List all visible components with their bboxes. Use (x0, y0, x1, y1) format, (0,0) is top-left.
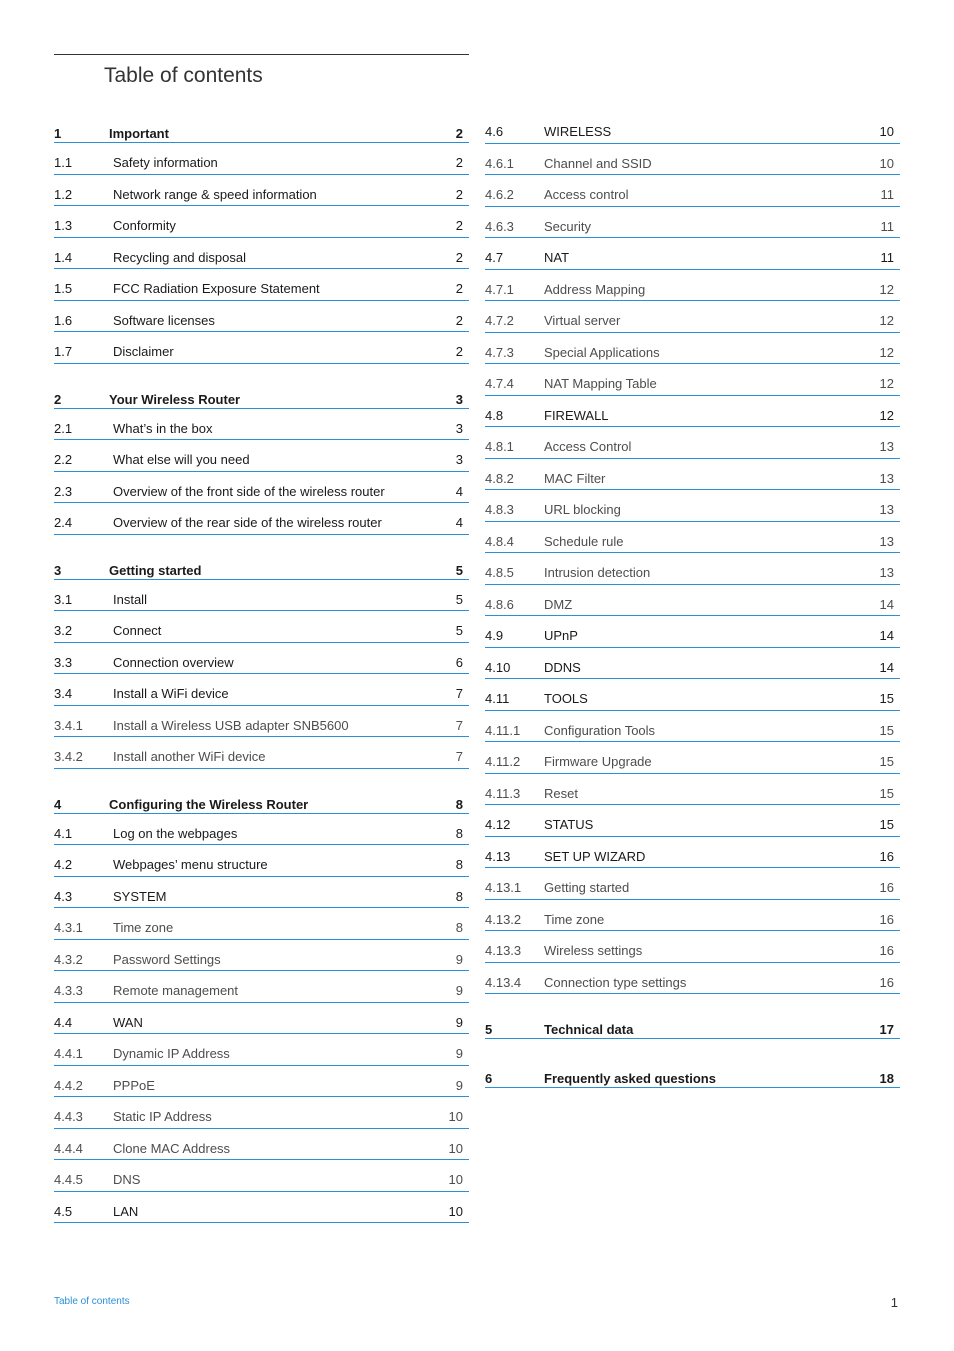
top-rule (54, 54, 469, 55)
toc-entry-label: Channel and SSID (544, 155, 652, 171)
toc-entry-page: 8 (455, 825, 463, 841)
toc-entry-label: Connection overview (113, 654, 234, 670)
toc-entry-page: 2 (455, 312, 463, 328)
toc-entry-page: 14 (879, 596, 894, 612)
toc-entry-number: 4.8.3 (485, 502, 514, 517)
toc-entry-page: 15 (879, 817, 894, 832)
toc-entry[interactable] (54, 301, 469, 333)
toc-entry-number: 3.4.2 (54, 749, 83, 764)
toc-entry-number: 4.8.6 (485, 596, 514, 612)
toc-entry-number: 3.3 (54, 654, 73, 670)
toc-entry[interactable] (485, 931, 900, 963)
toc-entry-page: 16 (879, 974, 894, 990)
toc-entry[interactable] (54, 1066, 469, 1098)
toc-entry-label: Important (109, 126, 169, 141)
toc-entry[interactable] (54, 1003, 469, 1035)
toc-entry-number: 3.2 (54, 623, 73, 638)
toc-entry[interactable] (54, 971, 469, 1003)
toc-entry[interactable] (54, 332, 469, 364)
toc-entry[interactable] (485, 522, 900, 554)
toc-entry-number: 4.12 (485, 817, 511, 832)
toc-entry-label: Conformity (113, 218, 176, 233)
toc-entry-number: 4.7.3 (485, 344, 514, 360)
toc-entry-number: 1.3 (54, 218, 73, 233)
toc-entry[interactable] (485, 144, 900, 176)
toc-entry-number: 4.1 (54, 825, 73, 841)
toc-entry-label: TOOLS (544, 691, 588, 706)
toc-entry-label: NAT Mapping Table (544, 376, 657, 391)
toc-entry-page: 12 (879, 313, 894, 328)
toc-entry-page: 14 (879, 659, 894, 675)
toc-entry[interactable] (485, 679, 900, 711)
toc-entry-label: Safety information (113, 155, 218, 170)
toc-entry-label: STATUS (544, 817, 594, 832)
toc-entry-page: 16 (879, 911, 894, 927)
toc-entry[interactable] (54, 580, 469, 612)
toc-entry-page: 13 (879, 565, 894, 580)
footer-section-label: Table of contents (54, 1296, 130, 1307)
toc-entry-label: Special Applications (544, 344, 660, 360)
toc-entry[interactable] (485, 711, 900, 743)
toc-entry-label: Install another WiFi device (113, 749, 266, 764)
toc-entry-page: 9 (455, 1014, 463, 1030)
toc-entry-label: DMZ (544, 596, 573, 612)
toc-entry-label: Webpages’ menu structure (113, 857, 268, 872)
toc-column-left (54, 112, 469, 1223)
toc-entry-label: Software licenses (113, 312, 215, 328)
toc-entry-number: 4.4.1 (54, 1046, 83, 1061)
toc-entry-label: Install a WiFi device (113, 686, 229, 701)
toc-entry-number: 4.11.1 (485, 722, 521, 738)
toc-entry[interactable] (485, 616, 900, 648)
toc-entry[interactable] (54, 1129, 469, 1161)
toc-entry-page: 8 (455, 920, 463, 935)
toc-entry-number: 1.6 (54, 312, 73, 328)
toc-entry[interactable] (54, 814, 469, 846)
toc-entry-number: 4.8 (485, 407, 504, 423)
toc-entry-label: SYSTEM (113, 888, 167, 904)
toc-entry-label: What’s in the box (113, 420, 213, 436)
toc-entry[interactable] (54, 785, 469, 814)
toc-entry[interactable] (54, 643, 469, 675)
toc-entry-label: Firmware Upgrade (544, 754, 652, 769)
toc-entry-number: 4.13.2 (485, 911, 522, 927)
toc-entry-number: 4.11.3 (485, 785, 521, 801)
toc-entry-number: 1.5 (54, 281, 73, 296)
toc-entry[interactable] (54, 940, 469, 972)
toc-entry-page: 2 (455, 344, 463, 359)
toc-entry-number: 4.8.5 (485, 565, 514, 580)
toc-entry-label: Network range & speed information (113, 186, 317, 202)
toc-entry[interactable] (54, 175, 469, 207)
toc-entry[interactable] (54, 674, 469, 706)
toc-entry-number: 4.6.2 (485, 187, 514, 202)
toc-entry-number: 4.4.4 (54, 1140, 83, 1156)
toc-entry[interactable] (54, 611, 469, 643)
toc-entry-number: 3 (54, 562, 62, 578)
toc-entry[interactable] (54, 143, 469, 175)
toc-entry-number: 2.3 (54, 483, 73, 499)
toc-entry-label: LAN (113, 1203, 139, 1219)
toc-entry-number: 4.7 (485, 250, 504, 265)
toc-entry[interactable] (485, 396, 900, 428)
toc-entry-number: 3.4.1 (54, 717, 83, 733)
toc-entry-page: 8 (455, 796, 463, 812)
toc-entry-page: 10 (448, 1172, 463, 1187)
toc-entry-label: Getting started (109, 562, 202, 578)
toc-entry[interactable] (485, 207, 900, 239)
toc-entry-label: Your Wireless Router (109, 391, 241, 407)
toc-entry-page: 16 (879, 848, 894, 864)
toc-entry[interactable] (485, 1059, 900, 1088)
toc-entry-label: FIREWALL (544, 407, 609, 423)
toc-entry-number: 4.13.3 (485, 943, 522, 958)
toc-entry-page: 2 (455, 126, 463, 141)
toc-entry-number: 1.2 (54, 186, 73, 202)
toc-entry[interactable] (54, 737, 469, 769)
toc-entry-label: Address Mapping (544, 281, 646, 297)
toc-entry-label: UPnP (544, 628, 578, 643)
toc-entry[interactable] (485, 585, 900, 617)
toc-entry-page: 2 (455, 281, 463, 296)
toc-entry-page: 2 (455, 186, 463, 202)
toc-entry-number: 2.1 (54, 420, 73, 436)
toc-entry-page: 16 (879, 943, 894, 958)
toc-entry-page: 13 (879, 470, 894, 486)
toc-entry-number: 4.3.1 (54, 920, 83, 935)
toc-entry-page: 10 (879, 124, 894, 139)
toc-entry[interactable] (485, 553, 900, 585)
toc-entry-number: 4.3.2 (54, 951, 83, 967)
toc-entry-page: 9 (455, 1046, 463, 1061)
toc-entry-number: 4.13.4 (485, 974, 522, 990)
toc-entry[interactable] (485, 301, 900, 333)
toc-entry-label: SET UP WIZARD (544, 848, 646, 864)
toc-entry-label: WIRELESS (544, 124, 612, 139)
toc-entry[interactable] (54, 114, 469, 143)
toc-entry[interactable] (485, 868, 900, 900)
toc-entry-number: 4.7.1 (485, 281, 514, 297)
toc-entry-label: Install a Wireless USB adapter SNB5600 (113, 717, 349, 733)
toc-entry-page: 10 (448, 1203, 463, 1219)
toc-entry-label: Access Control (544, 439, 632, 454)
toc-entry-number: 1 (54, 126, 62, 141)
toc-entry[interactable] (54, 551, 469, 580)
toc-entry[interactable] (485, 270, 900, 302)
toc-entry-page: 3 (455, 391, 463, 407)
toc-entry-number: 4.2 (54, 857, 73, 872)
toc-entry-number: 4.7.2 (485, 313, 514, 328)
toc-entry-number: 4.4.3 (54, 1109, 83, 1124)
toc-entry-page: 11 (880, 187, 894, 202)
toc-entry[interactable] (485, 837, 900, 869)
toc-entry-label: Getting started (544, 880, 630, 895)
toc-entry[interactable] (54, 1034, 469, 1066)
toc-entry[interactable] (54, 440, 469, 472)
toc-entry[interactable] (54, 472, 469, 504)
toc-entry-label: WAN (113, 1014, 143, 1030)
toc-entry[interactable] (485, 112, 900, 144)
toc-entry-number: 3.1 (54, 591, 73, 607)
toc-entry-label: Reset (544, 785, 578, 801)
toc-entry-number: 4.11 (485, 691, 510, 706)
toc-entry-number: 1.4 (54, 249, 73, 265)
toc-entry-page: 12 (879, 376, 894, 391)
toc-entry-page: 7 (455, 717, 463, 733)
toc-entry-number: 4.4.5 (54, 1172, 83, 1187)
toc-entry-page: 10 (879, 155, 894, 171)
toc-entry-page: 15 (879, 691, 894, 706)
toc-entry[interactable] (485, 238, 900, 270)
toc-entry[interactable] (54, 908, 469, 940)
toc-entry-label: Configuration Tools (544, 722, 656, 738)
toc-entry-page: 17 (879, 1022, 894, 1037)
toc-entry[interactable] (54, 269, 469, 301)
toc-entry-number: 4.11.2 (485, 754, 521, 769)
page-number: 1 (890, 1295, 898, 1310)
toc-entry-page: 12 (879, 344, 894, 360)
toc-entry[interactable] (485, 459, 900, 491)
toc-entry-label: Static IP Address (113, 1109, 212, 1124)
toc-entry-label: Remote management (113, 983, 239, 998)
toc-entry-label: Technical data (544, 1022, 634, 1037)
toc-entry[interactable] (485, 1010, 900, 1039)
toc-entry-label: Access control (544, 187, 629, 202)
toc-entry-number: 3.4 (54, 686, 73, 701)
toc-entry-number: 4.4 (54, 1014, 73, 1030)
toc-entry-page: 10 (448, 1140, 463, 1156)
toc-entry-number: 4.13 (485, 848, 511, 864)
toc-entry-page: 5 (455, 623, 463, 638)
toc-entry-number: 4.8.2 (485, 470, 514, 486)
toc-entry-number: 4.3 (54, 888, 73, 904)
toc-entry-number: 4 (54, 796, 62, 812)
toc-entry-number: 4.3.3 (54, 983, 83, 998)
toc-entry-page: 8 (455, 888, 463, 904)
toc-entry-label: Time zone (113, 920, 174, 935)
toc-entry[interactable] (485, 364, 900, 396)
toc-entry-number: 4.8.1 (485, 439, 514, 454)
toc-entry-page: 9 (455, 1077, 463, 1093)
toc-entry-label: Overview of the front side of the wireless router (113, 483, 385, 499)
toc-entry-number: 4.10 (485, 659, 511, 675)
toc-entry-label: PPPoE (113, 1077, 155, 1093)
toc-entry[interactable] (54, 845, 469, 877)
toc-entry-page: 4 (455, 515, 463, 530)
toc-entry-label: FCC Radiation Exposure Statement (113, 281, 320, 296)
toc-entry[interactable] (485, 175, 900, 207)
toc-entry[interactable] (485, 742, 900, 774)
toc-entry-number: 6 (485, 1071, 493, 1086)
toc-entry[interactable] (485, 900, 900, 932)
toc-entry-label: Frequently asked questions (544, 1071, 716, 1086)
toc-entry[interactable] (485, 427, 900, 459)
toc-entry-page: 15 (879, 722, 894, 738)
toc-entry-label: Intrusion detection (544, 565, 651, 580)
toc-entry-number: 2.2 (54, 452, 73, 467)
toc-entry-page: 7 (455, 686, 463, 701)
toc-entry-page: 2 (455, 218, 463, 233)
toc-entry-page: 5 (455, 562, 463, 578)
toc-entry-number: 2.4 (54, 515, 73, 530)
toc-column-right (485, 112, 900, 1088)
toc-entry-label: Security (544, 218, 591, 234)
toc-entry-page: 5 (455, 591, 463, 607)
toc-entry-page: 9 (455, 983, 463, 998)
toc-entry-number: 4.6.3 (485, 218, 514, 234)
toc-entry[interactable] (485, 963, 900, 995)
toc-entry[interactable] (485, 774, 900, 806)
toc-entry-label: Disclaimer (113, 344, 174, 359)
toc-entry-number: 4.4.2 (54, 1077, 83, 1093)
toc-entry[interactable] (54, 503, 469, 535)
toc-entry[interactable] (54, 706, 469, 738)
toc-entry-label: DDNS (544, 659, 581, 675)
toc-entry-page: 12 (879, 281, 894, 297)
toc-entry-number: 4.5 (54, 1203, 73, 1219)
toc-entry-page: 13 (879, 439, 894, 454)
toc-entry-number: 5 (485, 1022, 493, 1037)
toc-entry-label: Wireless settings (544, 943, 643, 958)
toc-entry[interactable] (54, 1097, 469, 1129)
toc-entry-number: 4.6 (485, 124, 504, 139)
toc-entry[interactable] (54, 206, 469, 238)
toc-entry-page: 8 (455, 857, 463, 872)
toc-entry-label: Configuring the Wireless Router (109, 796, 309, 812)
toc-entry-number: 4.13.1 (485, 880, 522, 895)
toc-entry-page: 2 (455, 249, 463, 265)
toc-entry-label: Connect (113, 623, 162, 638)
toc-entry[interactable] (485, 490, 900, 522)
toc-entry[interactable] (485, 805, 900, 837)
toc-entry-page: 11 (880, 218, 894, 234)
toc-entry-number: 4.8.4 (485, 533, 514, 549)
toc-entry-label: Clone MAC Address (113, 1140, 231, 1156)
toc-entry-page: 11 (880, 250, 894, 265)
toc-entry-label: NAT (544, 250, 570, 265)
toc-entry-label: Connection type settings (544, 974, 687, 990)
toc-entry-page: 2 (455, 155, 463, 170)
toc-entry-label: Schedule rule (544, 533, 624, 549)
toc-entry[interactable] (54, 1192, 469, 1224)
toc-entry-label: Time zone (544, 911, 605, 927)
toc-entry-page: 15 (879, 754, 894, 769)
toc-entry-label: Overview of the rear side of the wireless router (113, 515, 382, 530)
toc-entry-label: Virtual server (544, 313, 621, 328)
toc-entry-page: 12 (879, 407, 894, 423)
toc-entry[interactable] (54, 877, 469, 909)
toc-entry-label: Password Settings (113, 951, 221, 967)
toc-entry-label: DNS (113, 1172, 141, 1187)
toc-entry-label: Log on the webpages (113, 825, 238, 841)
toc-entry[interactable] (485, 648, 900, 680)
toc-entry-page: 16 (879, 880, 894, 895)
toc-entry-number: 2 (54, 391, 62, 407)
toc-entry[interactable] (54, 1160, 469, 1192)
toc-entry-label: Dynamic IP Address (113, 1046, 230, 1061)
page-title: Table of contents (104, 64, 263, 87)
toc-entry[interactable] (54, 238, 469, 270)
toc-entry-page: 15 (879, 785, 894, 801)
toc-entry-page: 10 (448, 1109, 463, 1124)
toc-entry-page: 14 (879, 628, 894, 643)
toc-entry-page: 4 (455, 483, 463, 499)
toc-entry-page: 3 (455, 420, 463, 436)
toc-entry-number: 4.9 (485, 628, 504, 643)
toc-entry-number: 1.1 (54, 155, 73, 170)
toc-entry-page: 18 (879, 1071, 894, 1086)
toc-entry-page: 6 (455, 654, 463, 670)
toc-entry-number: 1.7 (54, 344, 73, 359)
toc-entry-label: Recycling and disposal (113, 249, 246, 265)
toc-entry-page: 13 (879, 533, 894, 549)
toc-entry-label: MAC Filter (544, 470, 606, 486)
toc-entry-number: 4.7.4 (485, 376, 514, 391)
toc-entry[interactable] (54, 409, 469, 441)
toc-entry-page: 13 (879, 502, 894, 517)
toc-entry[interactable] (485, 333, 900, 365)
toc-entry[interactable] (54, 380, 469, 409)
toc-entry-number: 4.6.1 (485, 155, 514, 171)
toc-entry-label: Install (113, 591, 147, 607)
toc-entry-page: 3 (455, 452, 463, 467)
toc-entry-label: What else will you need (113, 452, 250, 467)
toc-entry-page: 9 (455, 951, 463, 967)
toc-entry-label: URL blocking (544, 502, 621, 517)
toc-entry-page: 7 (455, 749, 463, 764)
